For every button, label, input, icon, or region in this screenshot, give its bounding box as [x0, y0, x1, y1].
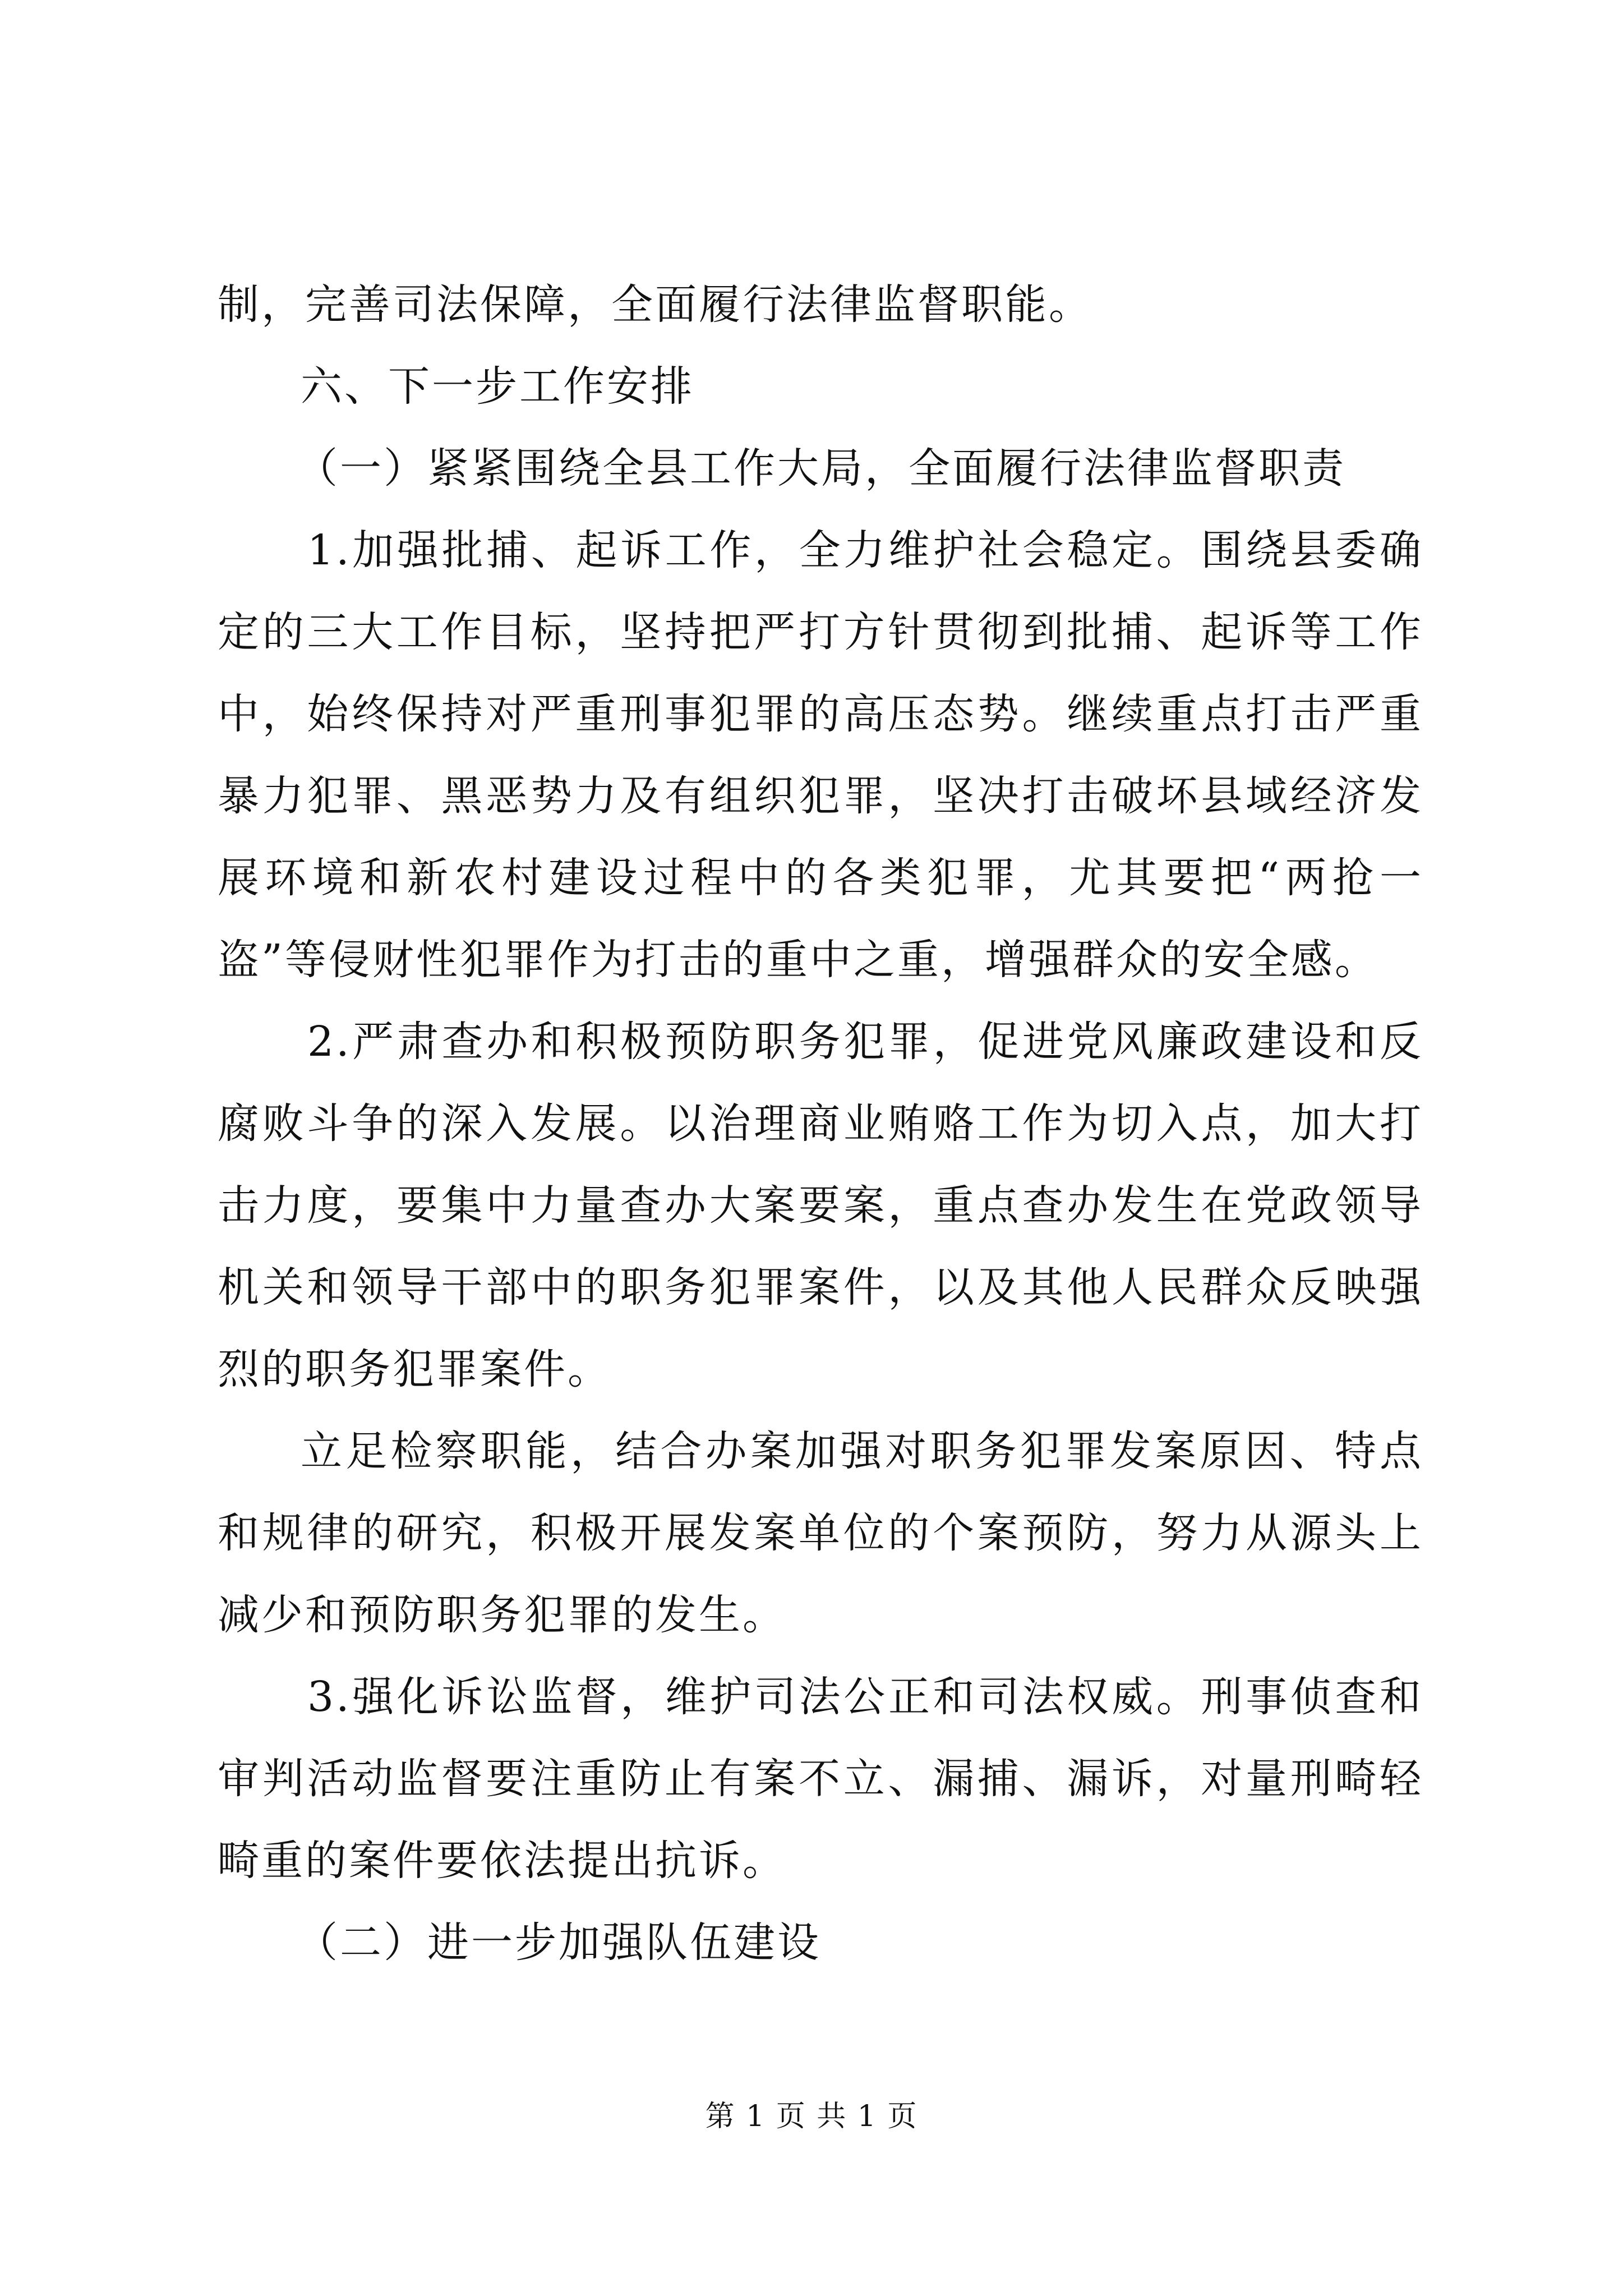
subsection-heading-1: （一）紧紧围绕全县工作大局，全面履行法律监督职责	[296, 444, 1346, 493]
paragraph-item-3: 3.强化诉讼监督，维护司法公正和司法权威。刑事侦查和审判活动监督要注重防止有案不立、漏捕、漏诉，对量刑畸轻畸重的案件要依法提出抗诉。	[218, 1673, 1423, 1885]
paragraph-prevention: 立足检察职能，结合办案加强对职务犯罪发案原因、特点和规律的研究，积极开展发案单位的个案预防，努力从源头上减少和预防职务犯罪的发生。	[218, 1427, 1423, 1639]
section-heading: 六、下一步工作安排	[301, 362, 694, 411]
paragraph-item-1: 1.加强批捕、起诉工作，全力维护社会稳定。围绕县委确定的三大工作目标，坚持把严打方针贯彻到批捕、起诉等工作中，始终保持对严重刑事犯罪的高压态势。继续重点打击严重暴力犯罪、黑恶势力及有组织犯罪，坚决打击破坏县域经济发展环境和新农村建设过程中的各类犯罪，尤其要把“两抢一盗”等侵财性犯罪作为打击的重中之重，增强群众的安全感。	[218, 526, 1423, 984]
paragraph-item-2: 2.严肃查办和积极预防职务犯罪，促进党风廉政建设和反腐败斗争的深入发展。以治理商业贿赂工作为切入点，加大打击力度，要集中力量查办大案要案，重点查办发生在党政领导机关和领导干部中的职务犯罪案件，以及其他人民群众反映强烈的职务犯罪案件。	[218, 1018, 1423, 1393]
document-body	[218, 264, 1423, 1984]
paragraph-continuation: 制，完善司法保障，全面履行法律监督职能。	[218, 280, 1092, 329]
subsection-heading-2: （二）进一步加强队伍建设	[296, 1918, 821, 1967]
page-footer: 第 1 页 共 1 页	[705, 2100, 918, 2133]
